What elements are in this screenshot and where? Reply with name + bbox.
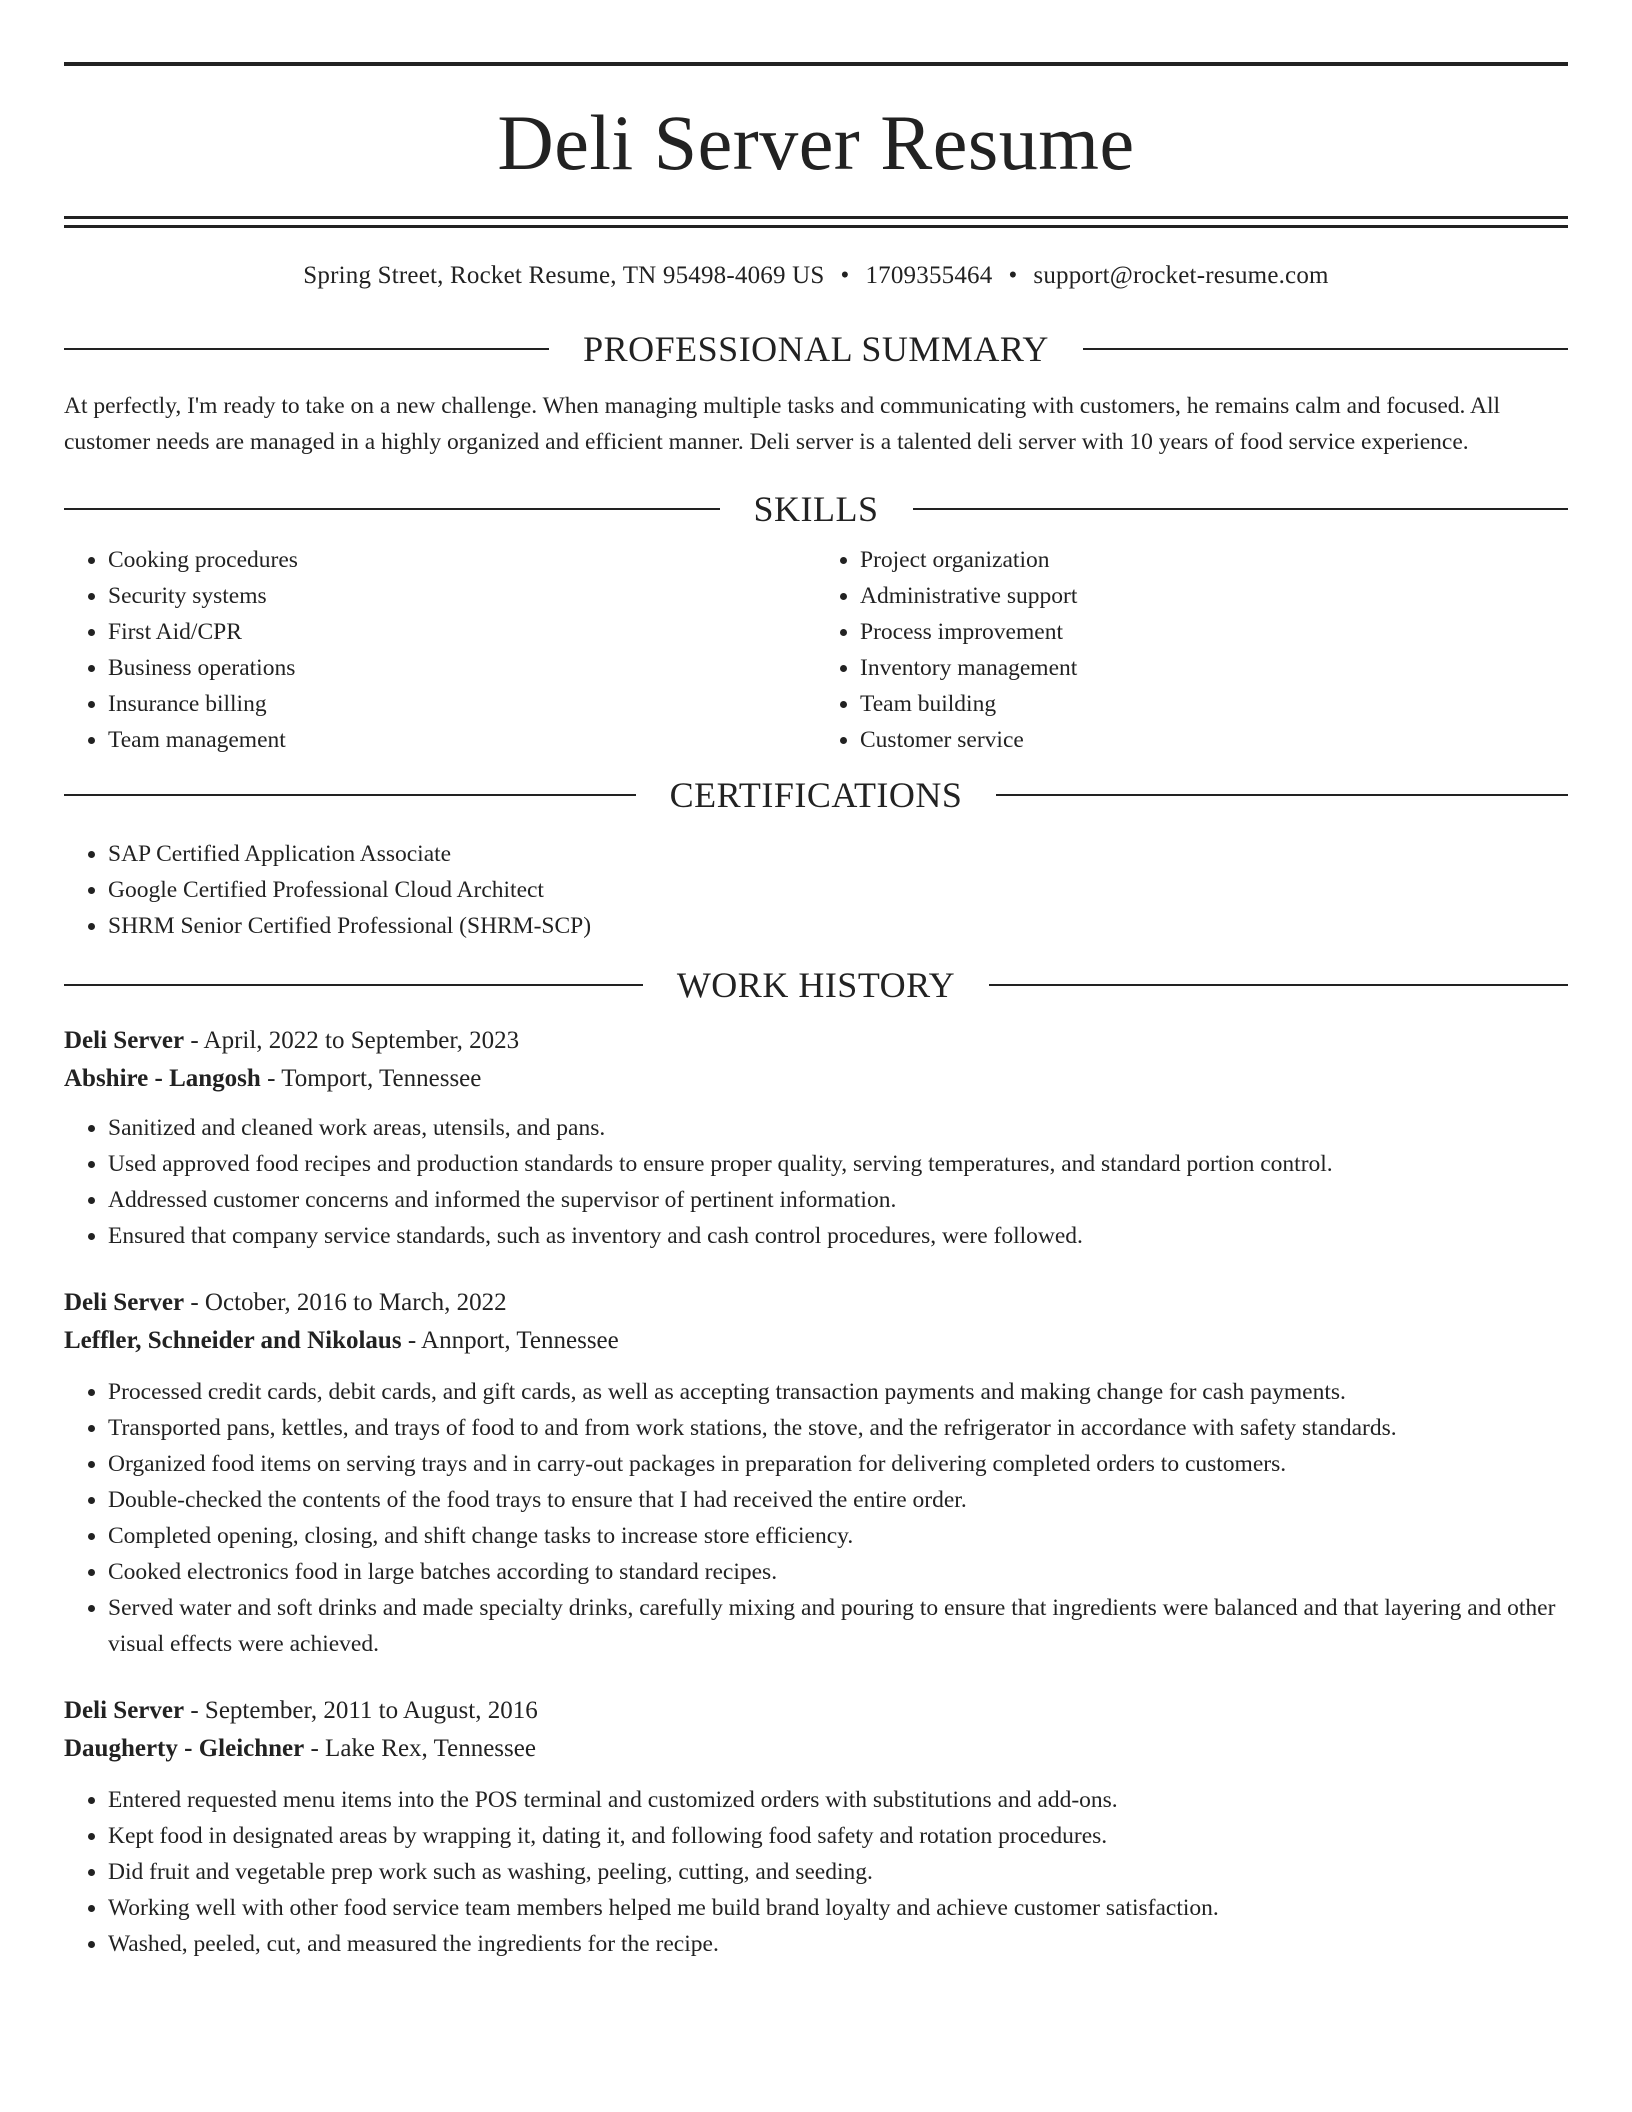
job-title: Deli Server <box>64 1697 185 1724</box>
heading-rule-left <box>64 984 643 986</box>
job-bullets <box>64 1374 1568 1662</box>
job-dates: - October, 2016 to March, 2022 <box>190 1289 507 1316</box>
summary-heading-label: PROFESSIONAL SUMMARY <box>583 329 1049 369</box>
heading-rule-left <box>64 348 549 350</box>
job-company-line <box>64 1322 1568 1360</box>
heading-rule-right <box>1083 348 1568 350</box>
job-location: - Annport, Tennessee <box>407 1327 619 1354</box>
certification-item: • Google Certified Professional Cloud Architect <box>108 872 1568 908</box>
job-bullet: • Did fruit and vegetable prep work such as washing, peeling, cutting, and seeding. <box>108 1854 1568 1890</box>
summary-text: At perfectly, I'm ready to take on a new challenge. When managing multiple tasks and communicating with customers, he remains calm and focused. All customer needs are managed in a highly organized and efficient manner. Deli server is a talented deli server with 10 years of food service experience. <box>64 393 1501 455</box>
job-bullet: • Completed opening, closing, and shift change tasks to increase store efficiency. <box>108 1518 1568 1554</box>
skills-heading <box>64 488 1568 530</box>
job-bullet: • Double-checked the contents of the food trays to ensure that I had received the entire order. <box>108 1482 1568 1518</box>
job-bullet: • Transported pans, kettles, and trays of food to and from work stations, the stove, and the refrigerator in accordance with safety standards. <box>108 1410 1568 1446</box>
skill-item: • First Aid/CPR <box>108 614 816 650</box>
job-bullet: • Working well with other food service team members helped me build brand loyalty and achieve customer satisfaction. <box>108 1890 1568 1926</box>
contact-email: support@rocket-resume.com <box>1033 262 1329 289</box>
job-title: Deli Server <box>64 1027 185 1054</box>
job-company: Leffler, Schneider and Nikolaus <box>64 1327 402 1354</box>
certifications-list <box>64 836 1568 944</box>
page-title: Deli Server Resume <box>497 99 1135 186</box>
job-title-line <box>64 1022 1568 1060</box>
contact-address: Spring Street, Rocket Resume, TN 95498-4069 US <box>303 262 825 289</box>
certifications-heading-label: CERTIFICATIONS <box>669 775 963 815</box>
work-history-heading <box>64 964 1568 1006</box>
contact-separator: • <box>1008 262 1018 289</box>
job-bullet: • Entered requested menu items into the POS terminal and customized orders with substitutions and add-ons. <box>108 1782 1568 1818</box>
heading-rule-left <box>64 508 720 510</box>
skill-item: • Team building <box>860 686 1568 722</box>
job-bullet: • Served water and soft drinks and made specialty drinks, carefully mixing and pouring to ensure that ingredients were balanced and that layering and other visual effects were achieved. <box>108 1590 1568 1662</box>
skill-item: • Administrative support <box>860 578 1568 614</box>
skill-item: • Process improvement <box>860 614 1568 650</box>
job-dates: - September, 2011 to August, 2016 <box>190 1697 538 1724</box>
job-title-line <box>64 1692 1568 1730</box>
heading-rule-right <box>996 794 1568 796</box>
job-dates: - April, 2022 to September, 2023 <box>190 1027 520 1054</box>
contact-phone: 1709355464 <box>865 262 993 289</box>
skills-heading-label: SKILLS <box>753 489 879 529</box>
title-double-rule <box>64 216 1568 228</box>
job-bullet: • Washed, peeled, cut, and measured the ingredients for the recipe. <box>108 1926 1568 1962</box>
job-company: Abshire - Langosh <box>64 1065 261 1092</box>
skill-item: • Security systems <box>108 578 816 614</box>
job-bullet: • Sanitized and cleaned work areas, utensils, and pans. <box>108 1110 1568 1146</box>
skills-list-right <box>816 542 1568 758</box>
contact-line <box>64 262 1568 290</box>
skills-grid <box>64 542 1568 758</box>
job-bullets <box>64 1110 1568 1254</box>
job-entry <box>64 1692 1568 1962</box>
heading-rule-left <box>64 794 636 796</box>
job-location: - Lake Rex, Tennessee <box>310 1735 536 1762</box>
job-entry <box>64 1284 1568 1662</box>
certifications-heading <box>64 774 1568 816</box>
skill-item: • Cooking procedures <box>108 542 816 578</box>
heading-rule-right <box>913 508 1569 510</box>
job-title: Deli Server <box>64 1289 185 1316</box>
skill-item: • Project organization <box>860 542 1568 578</box>
job-company: Daugherty - Gleichner <box>64 1735 305 1762</box>
job-bullet: • Ensured that company service standards, such as inventory and cash control procedures, were followed. <box>108 1218 1568 1254</box>
heading-rule-right <box>989 984 1568 986</box>
job-bullet: • Kept food in designated areas by wrapping it, dating it, and following food safety and rotation procedures. <box>108 1818 1568 1854</box>
job-bullets <box>64 1782 1568 1962</box>
job-company-line <box>64 1060 1568 1098</box>
summary-heading <box>64 328 1568 370</box>
job-bullet: • Addressed customer concerns and informed the supervisor of pertinent information. <box>108 1182 1568 1218</box>
contact-separator: • <box>840 262 850 289</box>
job-company-line <box>64 1730 1568 1768</box>
job-bullet: • Used approved food recipes and production standards to ensure proper quality, serving temperatures, and standard portion control. <box>108 1146 1568 1182</box>
skill-item: • Team management <box>108 722 816 758</box>
certification-item: • SAP Certified Application Associate <box>108 836 1568 872</box>
job-bullet: • Organized food items on serving trays and in carry-out packages in preparation for delivering completed orders to customers. <box>108 1446 1568 1482</box>
skill-item: • Customer service <box>860 722 1568 758</box>
skills-list-left <box>64 542 816 758</box>
job-title-line <box>64 1284 1568 1322</box>
skill-item: • Business operations <box>108 650 816 686</box>
top-rule <box>64 62 1568 66</box>
skill-item: • Inventory management <box>860 650 1568 686</box>
certification-item: • SHRM Senior Certified Professional (SHRM-SCP) <box>108 908 1568 944</box>
job-bullet: • Cooked electronics food in large batches according to standard recipes. <box>108 1554 1568 1590</box>
skill-item: • Insurance billing <box>108 686 816 722</box>
job-entry <box>64 1022 1568 1254</box>
job-location: - Tomport, Tennessee <box>267 1065 482 1092</box>
job-bullet: • Processed credit cards, debit cards, and gift cards, as well as accepting transaction payments and making change for cash payments. <box>108 1374 1568 1410</box>
work-history-heading-label: WORK HISTORY <box>676 965 956 1005</box>
